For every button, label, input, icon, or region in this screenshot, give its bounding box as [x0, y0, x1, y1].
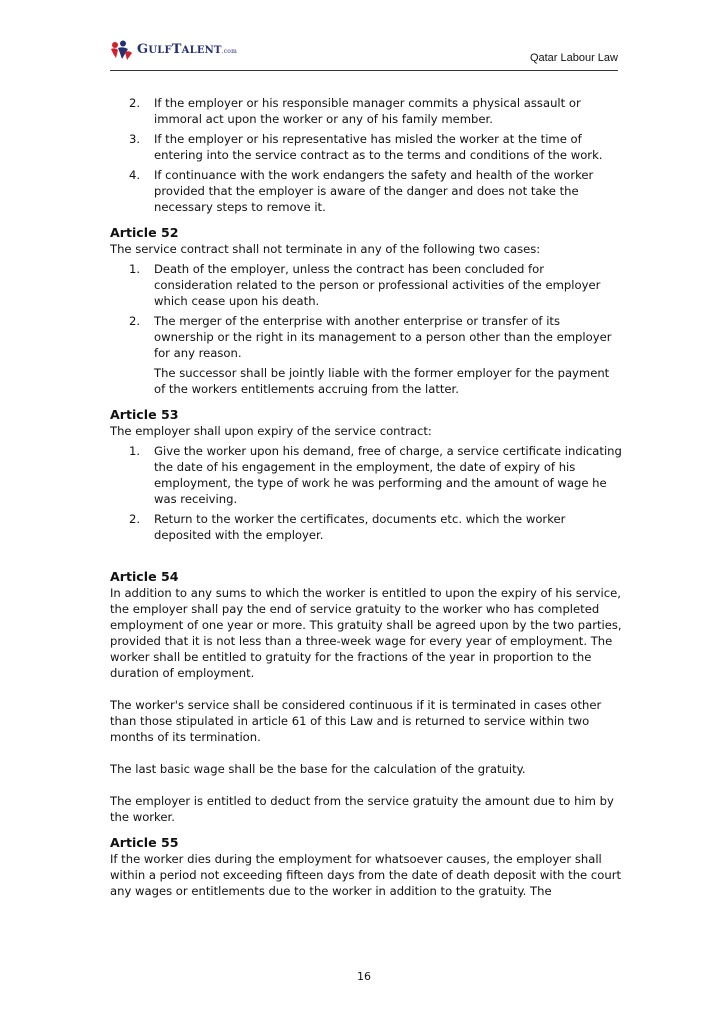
list-item: [110, 131, 622, 163]
header-divider: [110, 70, 618, 71]
list-text: If the employer or his representative has misled the worker at the time of entering into the service contract as to the terms and conditions of the work.: [154, 132, 603, 162]
list-number: 1.: [129, 262, 141, 276]
gulftalent-logo: [110, 40, 237, 62]
article-55-para-1: If the worker dies during the employment for whatsoever causes, the employer shall within a period not exceeding fifteen days from the date of death deposit with the court any wages or entitlements due to the worker in addition to the gratuity. The: [110, 852, 622, 898]
article-55-heading: Article 55: [110, 835, 179, 850]
people-logo-icon: [110, 40, 134, 62]
list-item: [110, 443, 622, 507]
list-item: [110, 313, 622, 361]
list-text: The merger of the enterprise with another enterprise or transfer of its ownership or the right in its management to a person other than the employer for any reason.: [154, 314, 612, 360]
article-54-para-2: The worker's service shall be considered continuous if it is terminated in cases other than those stipulated in article 61 of this Law and is returned to service within two months of its termination.: [110, 698, 602, 744]
list-number: 4.: [129, 168, 141, 182]
document-body: [110, 95, 622, 899]
article-53-intro: The employer shall upon expiry of the service contract:: [110, 424, 432, 438]
list-number: 2.: [129, 512, 141, 526]
list-item: [110, 167, 622, 215]
list-number: 3.: [129, 132, 141, 146]
list-number: 1.: [129, 444, 141, 458]
list-text: If the employer or his responsible manager commits a physical assault or immoral act upon the worker or any of his family member.: [154, 96, 581, 126]
list-text: Return to the worker the certificates, documents etc. which the worker deposited with the employer.: [154, 512, 566, 542]
article-52-list: [110, 261, 622, 361]
article-52-intro: The service contract shall not terminate in any of the following two cases:: [110, 242, 541, 256]
article-54-para-4: The employer is entitled to deduct from the service gratuity the amount due to him by the worker.: [110, 794, 614, 824]
list-number: 2.: [129, 314, 141, 328]
article-52-heading: Article 52: [110, 225, 179, 240]
list-item: [110, 95, 622, 127]
logo-text: GULFTALENT.com: [137, 42, 238, 57]
article-53-heading: Article 53: [110, 407, 179, 422]
article-52-successor-para: The successor shall be jointly liable with the former employer for the payment of the workers entitlements accruing from the latter.: [154, 366, 610, 396]
page-number: 16: [357, 970, 371, 983]
list-item: [110, 511, 622, 543]
article-54-para-1: In addition to any sums to which the worker is entitled to upon the expiry of his service, the employer shall pay the end of service gratuity to the worker who has completed employment of one year or more. This gratuity shall be agreed upon by the two parties, provided that it is not less than a three-week wage for every year of employment. The worker shall be entitled to gratuity for the fractions of the year in proportion to the duration of employment.: [110, 586, 622, 680]
list-text: Give the worker upon his demand, free of charge, a service certificate indicating the date of his engagement in the employment, the date of expiry of his employment, the type of work he was performing and the amount of wage he was receiving.: [154, 444, 622, 506]
termination-list-continued: [110, 95, 622, 215]
list-number: 2.: [129, 96, 141, 110]
list-item: [110, 261, 622, 309]
article-53-list: [110, 443, 622, 543]
article-54-para-3: The last basic wage shall be the base for the calculation of the gratuity.: [110, 762, 526, 776]
article-54-heading: Article 54: [110, 569, 179, 584]
header-title: Qatar Labour Law: [529, 52, 618, 64]
page-header: [110, 38, 618, 72]
list-text: Death of the employer, unless the contract has been concluded for consideration related to the person or professional activities of the employer which cease upon his death.: [154, 262, 601, 308]
list-text: If continuance with the work endangers the safety and health of the worker provided that the employer is aware of the danger and does not take the necessary steps to remove it.: [154, 168, 594, 214]
